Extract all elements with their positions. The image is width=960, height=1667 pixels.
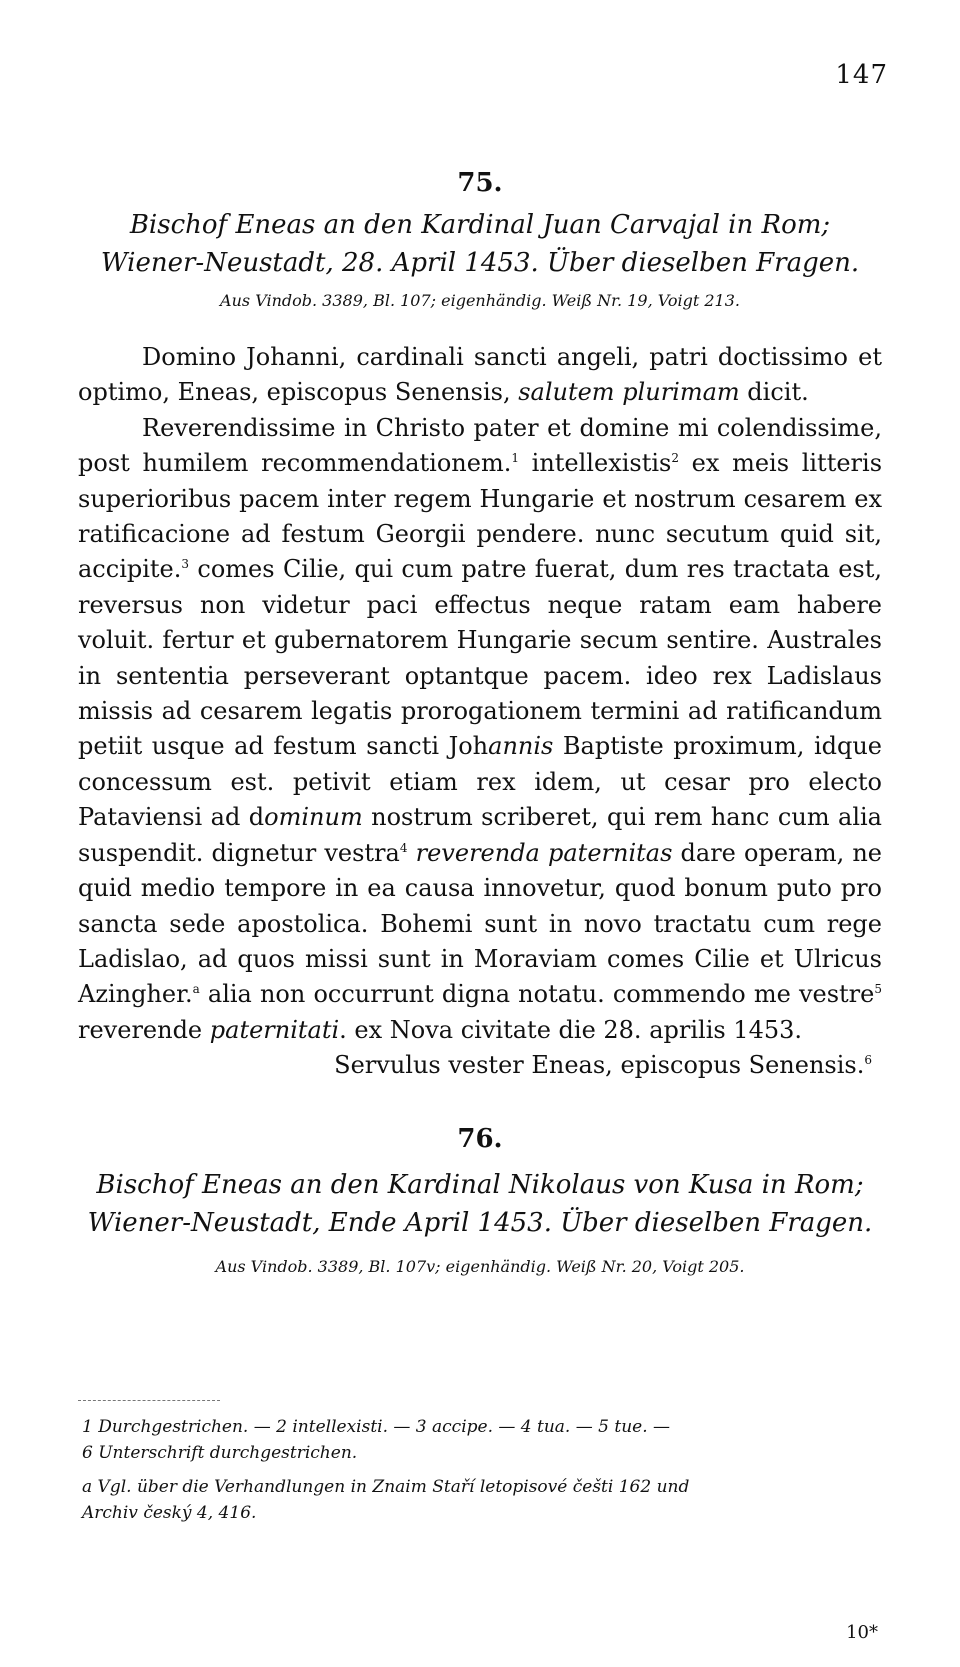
entry-number: 76. [457,1124,503,1154]
letter-signature: Servulus vester Eneas, episcopus Senensis.$^6$ [334,1051,872,1080]
entry-title: Bischof Eneas an den Kardinal Juan Carvajal in Rom; Wiener-Neustadt, 28. April 1453. Über dieselben Fragen. [100,210,860,278]
footnote: a Vgl. über die Verhandlungen in Znaim Staří letopisové češti 162 und Archiv český 4, 416. [82,1477,690,1523]
entry-title: Bischof Eneas an den Kardinal Nikolaus von Kusa in Rom; Wiener-Neustadt, Ende April 1453. Über dieselben Fragen. [87,1170,873,1238]
source-note: Aus Vindob. 3389, Bl. 107v; eigenhändig. Weiß Nr. 20, Voigt 205. [215,1257,745,1276]
entry-number: 75. [457,168,503,198]
footnotes [82,1414,882,1534]
letter-body [78,340,882,1084]
source-note: Aus Vindob. 3389, Bl. 107; eigenhändig. Weiß Nr. 19, Voigt 213. [220,291,740,310]
page-number: 147 [835,60,888,90]
letter-salutation: Domino Johanni, cardinali sancti angeli, patri doctissimo et optimo, Eneas, episcopus Senensis, salutem plurimam dicit. [78,343,882,407]
footnote: 1 Durchgestrichen. — 2 intellexisti. — 3 accipe. — 4 tua. — 5 tue. — 6 Unterschrift durchgestrichen. [82,1417,671,1463]
letter-text: Reverendissime in Christo pater et domine mi colendissime, post humilem recommendationem.$^1$ intellexistis$^2$ ex meis litteris superioribus pacem inter regem Hungarie et nostrum cesarem ex ratificacione ad festum Georgii pendere. nunc secutum quid sit, accipite.$^3$ comes Cilie, qui cum patre fuerat, dum res tractata est, reversus non videtur paci effectus neque ratam eam habere voluit. fertur et gubernatorem Hungarie secum sentire. Australes in sententia perseverant optantque pacem. ideo rex Ladislaus missis ad cesarem legatis prorogationem termini ad ratificandum petiit usque ad festum sancti Johannis Baptiste proximum, idque concessum est. petivit etiam rex idem, ut cesar pro electo Pataviensi ad dominum nostrum scriberet, qui rem hanc cum alia suspendit. dignetur vestra$^4$ reverenda paternitas dare operam, ne quid medio tempore in ea causa innovetur, quod bonum puto pro sancta sede apostolica. Bohemi sunt in novo tractatu cum rege Ladislao, ad quos missi sunt in Moraviam comes Cilie et Ulricus Azingher.$^a$ alia non occurrunt digna notatu. commendo me vestre$^5$ reverende paternitati. ex Nova civitate die 28. aprilis 1453. [78,413,883,1044]
footnote-divider [78,1400,220,1401]
printer-signature-mark: 10* [846,1622,878,1643]
